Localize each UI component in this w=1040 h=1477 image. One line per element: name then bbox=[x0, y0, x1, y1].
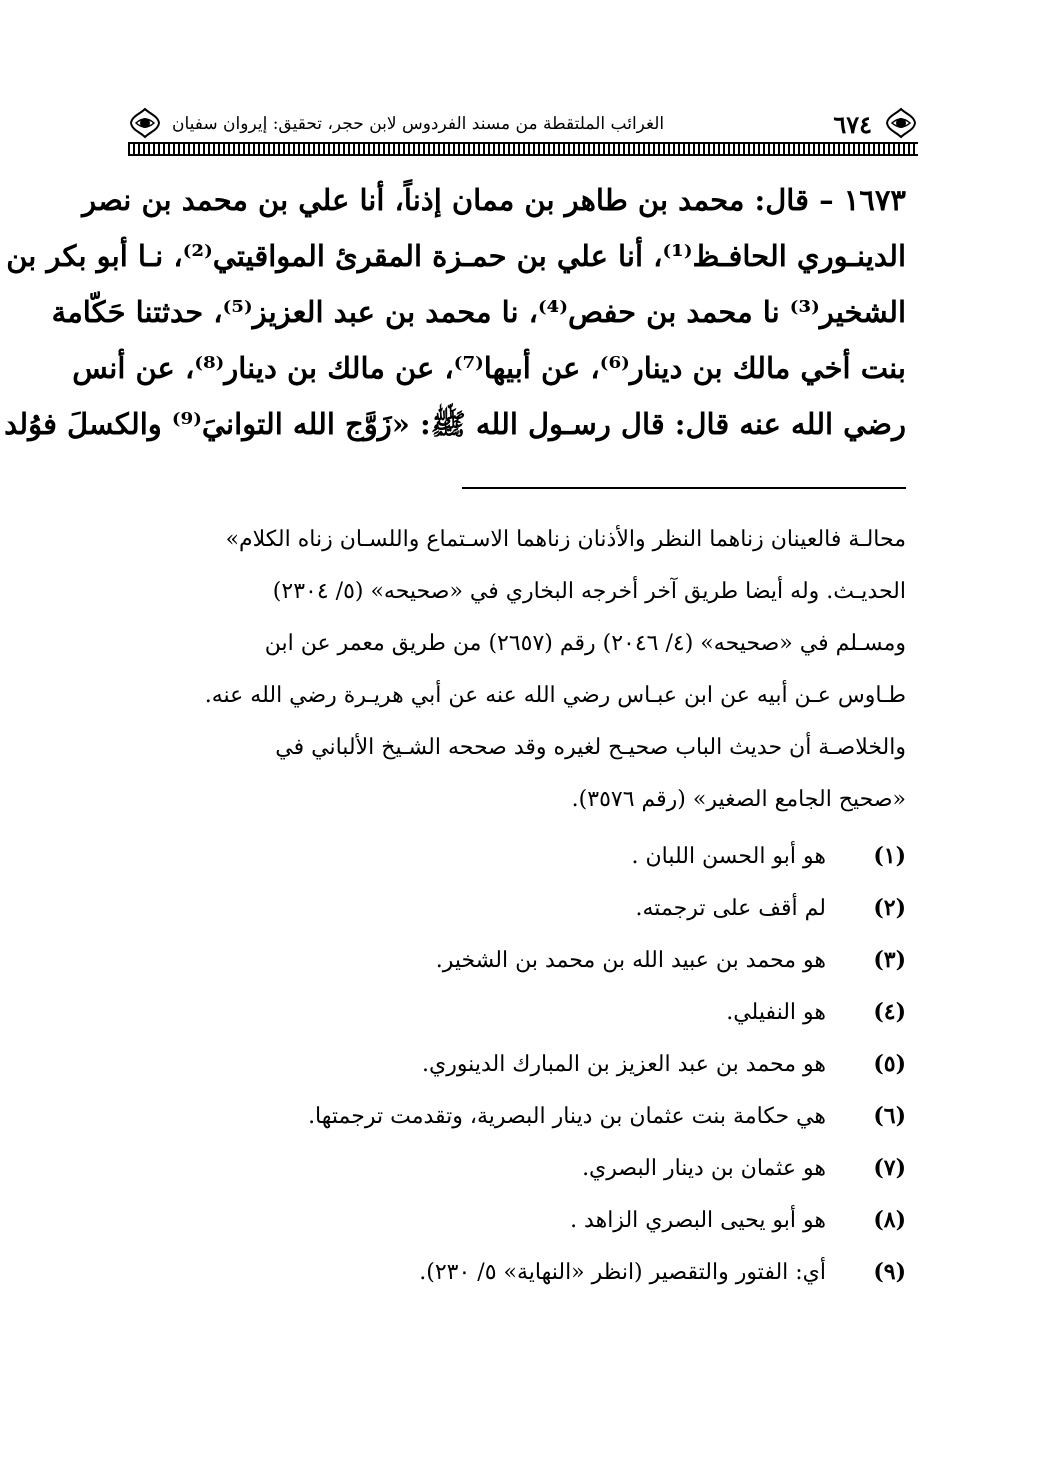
footnote-item bbox=[128, 830, 906, 882]
header-rule bbox=[128, 142, 918, 156]
hadith-line: ١٦٧٣ – قال: محمد بن طاهر بن ممان إذناً، أنا علي بن محمد بن نصر bbox=[82, 183, 906, 217]
footnote-text: هو محمد بن عبد العزيز بن المبارك الدينوري. bbox=[421, 1052, 826, 1077]
footnote-number: (٢) bbox=[873, 895, 906, 921]
footnote-text: لم أقف على ترجمته. bbox=[635, 896, 826, 921]
commentary-line: والخلاصـة أن حديث الباب صحيـح لغيره وقد صححه الشـيخ الألباني في bbox=[275, 735, 906, 760]
hadith-line: الدينـوري الحافـظ⁽¹⁾، أنا علي بن حمـزة المقرئ المواقيتي⁽²⁾، نـا أبو بكر بن bbox=[6, 239, 906, 273]
hadith-line: بنت أخي مالك بن دينار⁽⁶⁾، عن أبيها⁽⁷⁾، عن مالك بن دينار⁽⁸⁾، عن أنس bbox=[72, 351, 906, 385]
footnote-number: (٧) bbox=[873, 1155, 906, 1181]
footnote-text: هو أبو الحسن اللبان . bbox=[631, 844, 826, 869]
hadith-line: رضي الله عنه قال: قال رسـول الله ﷺ: «زَوَّج الله التوانيَ⁽⁹⁾ والكسلَ فوُلد bbox=[4, 407, 906, 441]
footnote-number: (٥) bbox=[873, 1051, 906, 1077]
footnote-text: هو أبو يحيى البصري الزاهد . bbox=[570, 1208, 826, 1233]
footnote-number: (١) bbox=[873, 843, 906, 869]
hadith-text bbox=[4, 172, 906, 452]
footnote-item bbox=[128, 1246, 906, 1298]
footnotes-list bbox=[128, 830, 906, 1298]
footnote-text: هي حكامة بنت عثمان بن دينار البصرية، وتقدمت ترجمتها. bbox=[308, 1104, 826, 1129]
commentary-block bbox=[128, 514, 906, 826]
footnote-item bbox=[128, 986, 906, 1038]
footnote-text: أي: الفتور والتقصير (انظر «النهاية» ٥/ ٢٣٠). bbox=[419, 1260, 826, 1285]
running-header bbox=[128, 100, 918, 156]
footnote-number: (٨) bbox=[873, 1207, 906, 1233]
footnote-item bbox=[128, 1038, 906, 1090]
footnote-item bbox=[128, 1090, 906, 1142]
footnote-number: (٤) bbox=[873, 999, 906, 1025]
footnote-item bbox=[128, 1142, 906, 1194]
running-title: الغرائب الملتقطة من مسند الفردوس لابن حجر، تحقيق: إيروان سفيان bbox=[172, 114, 665, 134]
commentary-line: ومسـلم في «صحيحه» (٤/ ٢٠٤٦) رقم (٢٦٥٧) من طريق معمر عن ابن bbox=[264, 631, 906, 656]
footnote-number: (٦) bbox=[873, 1103, 906, 1129]
commentary-line: «صحيح الجامع الصغير» (رقم ٣٥٧٦). bbox=[571, 787, 906, 812]
footnote-text: هو النفيلي. bbox=[726, 1000, 826, 1025]
hadith-line: الشخير⁽³⁾ نا محمد بن حفص⁽⁴⁾، نا محمد بن عبد العزيز⁽⁵⁾، حدثتنا حَكّامة bbox=[51, 295, 906, 329]
commentary-line: الحديـث. وله أيضا طريق آخر أخرجه البخاري في «صحيحه» (٥/ ٢٣٠٤) bbox=[272, 579, 906, 604]
footnote-item bbox=[128, 882, 906, 934]
footnote-item bbox=[128, 934, 906, 986]
ornament-icon bbox=[128, 106, 162, 140]
page-number: ٦٧٤ bbox=[833, 110, 872, 139]
footnote-text: هو عثمان بن دينار البصري. bbox=[582, 1156, 826, 1181]
footnote-number: (٣) bbox=[873, 947, 906, 973]
commentary-line: محالـة فالعينان زناهما النظر والأذنان زناهما الاسـتماع واللسـان زناه الكلام» bbox=[225, 527, 906, 552]
footnote-separator bbox=[462, 487, 906, 489]
ornament-icon bbox=[884, 106, 918, 140]
footnote-item bbox=[128, 1194, 906, 1246]
commentary-line: طـاوس عـن أبيه عن ابن عبـاس رضي الله عنه عن أبي هريـرة رضي الله عنه. bbox=[204, 683, 906, 708]
footnote-number: (٩) bbox=[873, 1259, 906, 1285]
footnote-text: هو محمد بن عبيد الله بن محمد بن الشخير. bbox=[435, 948, 826, 973]
